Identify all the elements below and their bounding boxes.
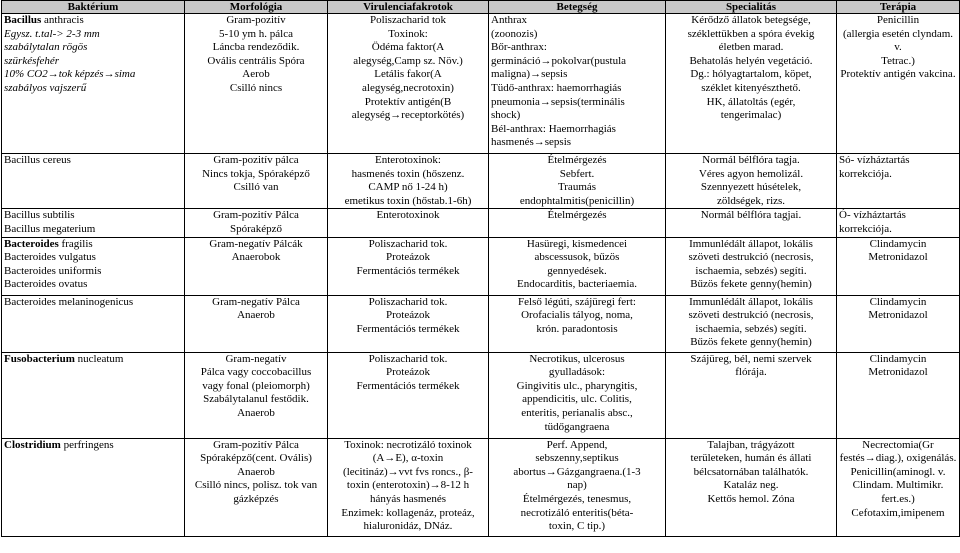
cell-morfologia: Gram-pozitív pálca Nincs tokja, Spóraképző Csilló van <box>185 154 328 209</box>
cell-terapia: Necrectomia(Gr festés→diag.), oxigenálás. Penicillin(aminogl. v. Clindam. Multimikr. fert.es.) Cefotaxim,imipenem <box>837 438 960 536</box>
table-row <box>2 295 960 352</box>
table-row <box>2 209 960 237</box>
cell-virulencia: Toxinok: necrotizáló toxinok (A→E), α-toxin (lecitináz)→vvt fvs roncs., β- toxin (enterotoxin)→8-12 h hányás hasmenés Enzimek: kollagenáz, proteáz, hialuronidáz, DNáz. <box>328 438 489 536</box>
cell-virulencia: Poliszacharid tok. Proteázok Fermentációs termékek <box>328 237 489 295</box>
table-row <box>2 352 960 438</box>
cell-virulencia: Poliszacharid tok Toxinok: Ödéma faktor(A alegység,Camp sz. Növ.) Letális fakor(A alegység,necrotoxin) Protektív antigén(B alegység→receptorkötés) <box>328 14 489 154</box>
cell-betegseg: Felső légúti, szájüregi fert: Orofacialis tályog, noma, krón. paradontosis <box>489 295 666 352</box>
cell-specialitas: Normál bélflóra tagjai. <box>666 209 837 237</box>
header-bakterium: Baktérium <box>2 1 185 14</box>
cell-terapia: Ó- vízháztartás korrekciója. <box>837 209 960 237</box>
cell-virulencia: Enterotoxinok <box>328 209 489 237</box>
cell-betegseg: Ételmérgezés Sebfert. Traumás endophtalmitis(penicillin) <box>489 154 666 209</box>
header-morfologia: Morfológia <box>185 1 328 14</box>
cell-bacterium <box>2 352 185 438</box>
header-specialitas: Specialitás <box>666 1 837 14</box>
bacterium-genus: Clostridium <box>4 438 61 451</box>
cell-specialitas: Normál bélflóra tagja. Véres agyon hemolizál. Szennyezett húsételek, zöldségek, rizs. <box>666 154 837 209</box>
cell-bacterium <box>2 438 185 536</box>
cell-morfologia: Gram-pozitív Pálca Spóraképző(cent. Ovális) Anaerob Csilló nincs, polisz. tok van gázképzés <box>185 438 328 536</box>
cell-virulencia: Poliszacharid tok. Proteázok Fermentációs termékek <box>328 352 489 438</box>
cell-morfologia: Gram-negatív Pálca vagy coccobacillus vagy fonal (pleiomorph) Szabálytalanul festődik. Anaerob <box>185 352 328 438</box>
bacterium-species: perfringens <box>60 438 114 451</box>
cell-morfologia: Gram-negatív Pálcák Anaerobok <box>185 237 328 295</box>
header-betegseg: Betegség <box>489 1 666 14</box>
cell-terapia: Clindamycin Metronidazol <box>837 352 960 438</box>
header-row <box>2 1 960 14</box>
table-row <box>2 237 960 295</box>
cell-terapia: Penicillin (allergia esetén clyndam. v. Tetrac.) Protektív antigén vakcina. <box>837 14 960 154</box>
cell-specialitas: Immunlédált állapot, lokális szöveti destrukció (necrosis, ischaemia, sebzés) segíti. Bűzös fekete genny(hemin) <box>666 295 837 352</box>
bacterium-genus: Fusobacterium <box>4 352 75 365</box>
cell-betegseg: Necrotikus, ulcerosus gyulladások: Gingivitis ulc., pharyngitis, appendicitis, ulc. Colitis, enteritis, perianalis absc., tüdőgangraena <box>489 352 666 438</box>
cell-terapia: Só- vízháztartás korrekciója. <box>837 154 960 209</box>
bacterium-notes: Egysz. t.tal-> 2-3 mm szabálytalan rögös szürkésfehér 10% CO2→tok képzés→sima szabályos vajszerű <box>4 27 136 94</box>
cell-virulencia: Poliszacharid tok. Proteázok Fermentációs termékek <box>328 295 489 352</box>
table-row <box>2 154 960 209</box>
cell-specialitas: Immunlédált állapot, lokális szöveti destrukció (necrosis, ischaemia, sebzés) segíti. Bűzös fekete genny(hemin) <box>666 237 837 295</box>
cell-bacterium: Bacteroides melaninogenicus <box>2 295 185 352</box>
cell-betegseg: Perf. Append, sebszenny,septikus abortus→Gázgangraena.(1-3 nap) Ételmérgezés, tenesmus, necrotizáló enteritis(béta- toxin, C tip.) <box>489 438 666 536</box>
cell-bacterium <box>2 14 185 154</box>
cell-morfologia: Gram-pozitív 5-10 ym h. pálca Láncba rendeződik. Ovális centrális Spóra Aerob Csilló nincs <box>185 14 328 154</box>
bacteria-table <box>1 0 960 537</box>
cell-betegseg: Ételmérgezés <box>489 209 666 237</box>
table-row <box>2 14 960 154</box>
bacterium-species: nucleatum <box>74 352 124 365</box>
cell-betegseg: Hasüregi, kismedencei abscessusok, bűzös gennyedések. Endocarditis, bacteriaemia. <box>489 237 666 295</box>
bacterium-genus: Bacteroides <box>4 237 59 250</box>
cell-specialitas: Szájüreg, bél, nemi szervek flórája. <box>666 352 837 438</box>
header-virulencia: Virulenciafakrotok <box>328 1 489 14</box>
bacterium-species: anthracis <box>41 14 84 26</box>
cell-terapia: Clindamycin Metronidazol <box>837 295 960 352</box>
cell-morfologia: Gram-negatív Pálca Anaerob <box>185 295 328 352</box>
bacterium-species: fragilis <box>58 237 93 250</box>
cell-bacterium <box>2 237 185 295</box>
bacterium-genus: Bacillus <box>4 14 42 26</box>
cell-bacterium: Bacillus cereus <box>2 154 185 209</box>
cell-morfologia: Gram-pozitív Pálca Spóraképző <box>185 209 328 237</box>
cell-betegseg: Anthrax (zoonozis) Bőr-anthrax: germináció→pokolvar(pustula maligna)→sepsis Tüdő-anthrax: haemorrhagiás pneumonia→sepsis(terminális shock) Bél-anthrax: Haemorrhagiás hasmenés→sepsis <box>489 14 666 154</box>
cell-specialitas: Kérődző állatok betegsége, széklettükben a spóra évekig életben marad. Behatolás helyén vegetáció. Dg.: hólyagtartalom, köpet, széklet kitenyészthető. HK, állatoltás (egér, tengerimalac) <box>666 14 837 154</box>
cell-terapia: Clindamycin Metronidazol <box>837 237 960 295</box>
table-row <box>2 438 960 536</box>
cell-specialitas: Talajban, trágyázott területeken, humán és állati bélcsatornában találhatók. Kataláz neg. Kettős hemol. Zóna <box>666 438 837 536</box>
bacterium-related: Bacteroides vulgatus Bacteroides uniformis Bacteroides ovatus <box>4 251 102 291</box>
cell-bacterium: Bacillus subtilis Bacillus megaterium <box>2 209 185 237</box>
cell-virulencia: Enterotoxinok: hasmenés toxin (hőszenz. CAMP nő 1-24 h) emetikus toxin (hőstab.1-6h) <box>328 154 489 209</box>
header-terapia: Terápia <box>837 1 960 14</box>
